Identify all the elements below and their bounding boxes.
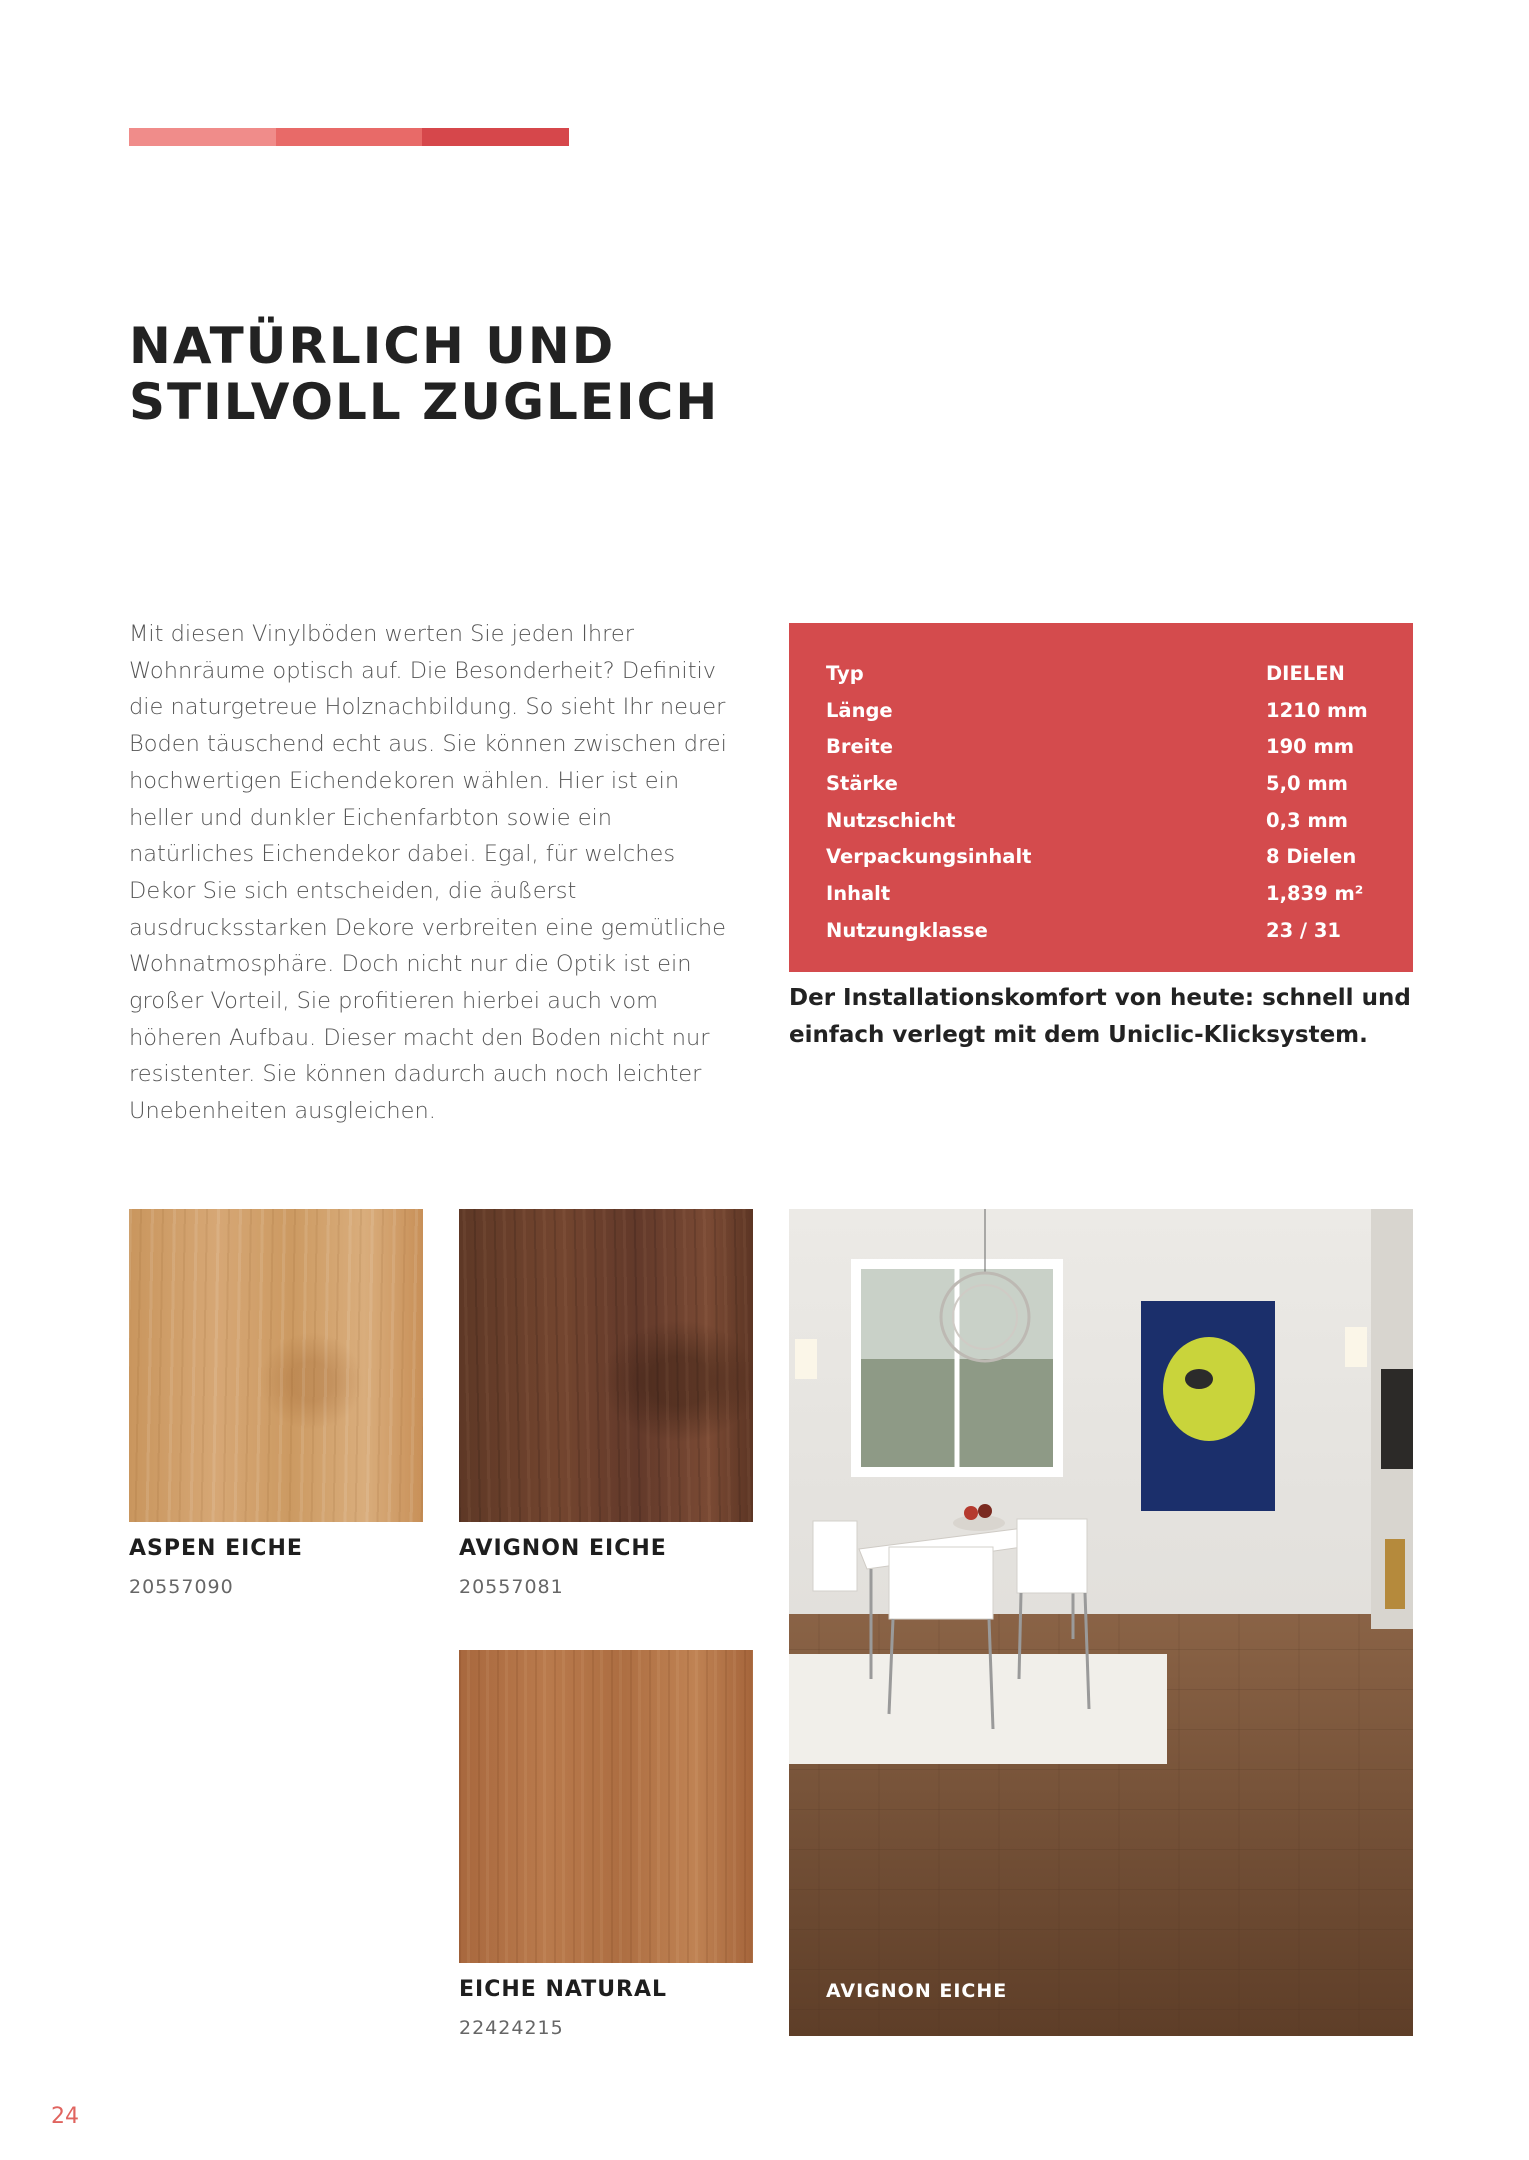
spec-label: Verpackungsinhalt — [826, 845, 1032, 869]
spec-row — [826, 875, 1413, 912]
spec-label: Nutzschicht — [826, 808, 956, 832]
room-photo — [789, 1209, 1413, 2036]
spec-value: DIELEN — [1266, 661, 1345, 685]
spec-value: 0,3 mm — [1266, 808, 1348, 832]
spec-value: 5,0 mm — [1266, 771, 1348, 795]
swatch-code: 22424215 — [459, 2017, 564, 2039]
swatch-aspen-eiche — [129, 1209, 423, 1522]
title-line-1: NATÜRLICH UND — [129, 317, 616, 375]
spec-table — [789, 623, 1413, 972]
spec-label: Typ — [826, 661, 864, 685]
install-caption: Der Installationskomfort von heute: schnell und einfach verlegt mit dem Uniclic-Klicksystem. — [789, 985, 1411, 1048]
swatch-code: 20557081 — [459, 1576, 564, 1598]
swatch-avignon-eiche — [459, 1209, 753, 1522]
room-illustration — [789, 1209, 1413, 2036]
swatch-name: ASPEN EICHE — [129, 1536, 303, 1561]
spec-row — [826, 912, 1413, 949]
accent-segment — [276, 128, 423, 146]
spec-label: Nutzungklasse — [826, 918, 988, 942]
accent-segment — [129, 128, 276, 146]
swatch-eiche-natural — [459, 1650, 753, 1963]
accent-bar — [129, 128, 569, 146]
page-number: 24 — [51, 2104, 79, 2129]
spec-value: 23 / 31 — [1266, 918, 1341, 942]
spec-row — [826, 692, 1413, 729]
spec-value: 1210 mm — [1266, 698, 1368, 722]
spec-row — [826, 802, 1413, 839]
room-photo-caption: AVIGNON EICHE — [826, 1980, 1008, 2002]
spec-label: Stärke — [826, 771, 898, 795]
spec-row — [826, 728, 1413, 765]
spec-row — [826, 765, 1413, 802]
swatch-code: 20557090 — [129, 1576, 234, 1598]
spec-row — [826, 838, 1413, 875]
spec-label: Inhalt — [826, 881, 891, 905]
swatch-name: EICHE NATURAL — [459, 1977, 668, 2002]
spec-value: 190 mm — [1266, 735, 1355, 759]
accent-segment — [422, 128, 569, 146]
page-title — [129, 318, 719, 430]
intro-paragraph: Mit diesen Vinylböden werten Sie jeden Ihrer Wohnräume optisch auf. Die Besonderheit? Definitiv die naturgetreue Holznachbildung. So sieht Ihr neuer Boden täuschend echt aus. Sie können zwischen drei hochwertigen Eichendekoren wählen. Hier ist ein heller und dunkler Eichenfarbton sowie ein natürliches Eichendekor dabei. Egal, für welches Dekor Sie sich entscheiden, die äußerst ausdrucksstarken Dekore verbreiten eine gemütliche Wohnatmosphäre. Doch nicht nur die Optik ist ein großer Vorteil, Sie profitieren hierbei auch vom höheren Aufbau. Dieser macht den Boden nicht nur resistenter. Sie können dadurch auch noch leichter Unebenheiten ausgleichen. — [129, 621, 727, 1125]
spec-label: Breite — [826, 735, 893, 759]
spec-value: 8 Dielen — [1266, 845, 1357, 869]
spec-label: Länge — [826, 698, 893, 722]
title-line-2: STILVOLL ZUGLEICH — [129, 373, 720, 431]
spec-value: 1,839 m² — [1266, 881, 1364, 905]
swatch-name: AVIGNON EICHE — [459, 1536, 667, 1561]
spec-row — [826, 655, 1413, 692]
